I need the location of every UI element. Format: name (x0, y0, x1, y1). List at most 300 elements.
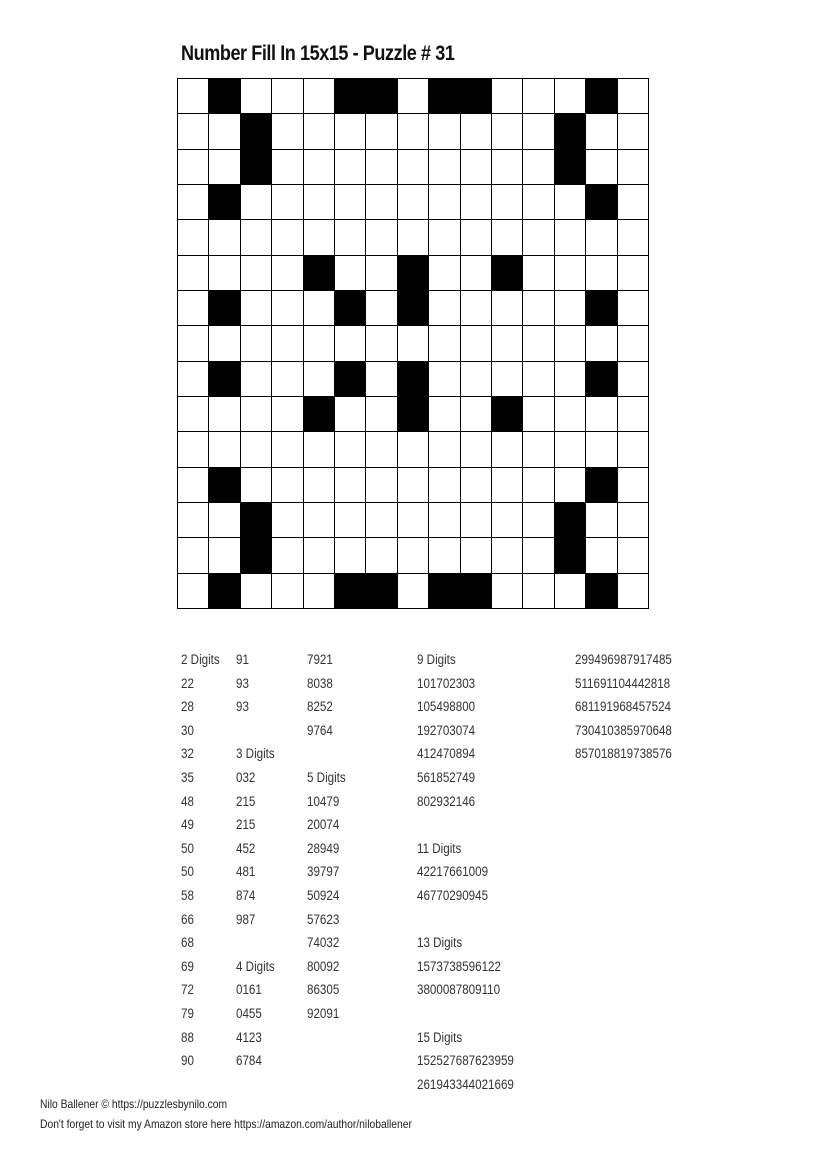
grid-cell[interactable] (586, 432, 617, 467)
grid-cell[interactable] (461, 256, 492, 291)
grid-cell[interactable] (492, 114, 523, 149)
grid-cell[interactable] (335, 150, 366, 185)
word-list-item: 8038 (307, 675, 333, 691)
grid-cell[interactable] (523, 185, 554, 220)
grid-cell-black (209, 468, 240, 503)
grid-cell-black (586, 362, 617, 397)
grid-cell[interactable] (209, 256, 240, 291)
grid-cell-black (241, 538, 272, 573)
grid-cell[interactable] (335, 397, 366, 432)
grid-cell[interactable] (618, 256, 649, 291)
grid-cell[interactable] (335, 185, 366, 220)
grid-cell[interactable] (492, 538, 523, 573)
grid-cell-black (555, 503, 586, 538)
digit-group-heading: 9 Digits (417, 652, 456, 667)
grid-cell[interactable] (304, 574, 335, 609)
grid-cell[interactable] (178, 79, 209, 114)
grid-cell[interactable] (366, 291, 397, 326)
grid-cell[interactable] (241, 574, 272, 609)
grid-cell-black (209, 362, 240, 397)
grid-cell[interactable] (461, 291, 492, 326)
grid-cell[interactable] (461, 326, 492, 361)
grid-cell[interactable] (304, 79, 335, 114)
grid-cell[interactable] (492, 220, 523, 255)
grid-cell[interactable] (241, 432, 272, 467)
word-list-column-4 (417, 648, 530, 1096)
grid-cell[interactable] (429, 503, 460, 538)
grid-cell[interactable] (178, 220, 209, 255)
grid-cell[interactable] (523, 574, 554, 609)
grid-cell[interactable] (272, 432, 303, 467)
word-list-item: 90 (181, 1053, 194, 1069)
grid-cell[interactable] (335, 503, 366, 538)
word-list-item: 1573738596122 (417, 958, 501, 974)
grid-cell[interactable] (241, 79, 272, 114)
footer-copyright: Nilo Ballener © https://puzzlesbynilo.com (40, 1097, 228, 1111)
grid-cell[interactable] (366, 150, 397, 185)
word-list-item: 215 (236, 793, 256, 809)
word-list-item: 452 (236, 840, 256, 856)
grid-cell-black (492, 256, 523, 291)
word-list-item: 28949 (307, 840, 340, 856)
grid-cell[interactable] (398, 150, 429, 185)
grid-cell[interactable] (304, 538, 335, 573)
digit-group-heading: 5 Digits (307, 769, 346, 785)
word-list-item: 20074 (307, 817, 340, 833)
word-list-item: 72 (181, 982, 194, 998)
word-list-column-3 (307, 648, 352, 1026)
word-list-item: 57623 (307, 911, 340, 927)
word-list-item: 10479 (307, 793, 340, 809)
grid-cell[interactable] (366, 432, 397, 467)
grid-cell[interactable] (398, 503, 429, 538)
grid-cell[interactable] (492, 574, 523, 609)
grid-cell[interactable] (492, 468, 523, 503)
digit-group-heading: 13 Digits (417, 935, 463, 951)
grid-cell[interactable] (366, 220, 397, 255)
grid-cell[interactable] (209, 503, 240, 538)
word-list-item: 93 (236, 675, 249, 691)
grid-cell[interactable] (366, 326, 397, 361)
grid-cell[interactable] (492, 362, 523, 397)
grid-cell[interactable] (335, 326, 366, 361)
grid-cell[interactable] (398, 432, 429, 467)
grid-cell[interactable] (555, 574, 586, 609)
word-list-item: 50 (181, 864, 194, 880)
grid-cell-black (461, 79, 492, 114)
grid-cell[interactable] (618, 468, 649, 503)
word-list-item: 802932146 (417, 793, 476, 809)
word-list-item: 28 (181, 699, 194, 715)
grid-cell-black (429, 79, 460, 114)
word-list-item: 4123 (236, 1029, 262, 1045)
grid-cell[interactable] (492, 503, 523, 538)
word-list-item: 92091 (307, 1005, 340, 1021)
grid-cell[interactable] (492, 432, 523, 467)
grid-cell[interactable] (272, 468, 303, 503)
word-list-item (236, 719, 275, 743)
grid-cell[interactable] (398, 326, 429, 361)
grid-cell[interactable] (178, 538, 209, 573)
grid-cell[interactable] (335, 114, 366, 149)
grid-cell[interactable] (272, 185, 303, 220)
grid-cell[interactable] (304, 220, 335, 255)
grid-cell-black (335, 574, 366, 609)
grid-cell[interactable] (178, 185, 209, 220)
grid-cell[interactable] (335, 538, 366, 573)
grid-cell[interactable] (398, 114, 429, 149)
grid-cell[interactable] (461, 150, 492, 185)
grid-cell[interactable] (618, 432, 649, 467)
grid-cell[interactable] (461, 432, 492, 467)
grid-cell[interactable] (272, 291, 303, 326)
grid-cell[interactable] (523, 538, 554, 573)
grid-cell[interactable] (335, 468, 366, 503)
grid-cell[interactable] (586, 256, 617, 291)
grid-cell[interactable] (366, 185, 397, 220)
grid-cell-black (304, 397, 335, 432)
grid-cell[interactable] (461, 220, 492, 255)
digit-group-heading: 11 Digits (417, 840, 462, 856)
grid-cell[interactable] (492, 326, 523, 361)
grid-cell[interactable] (429, 150, 460, 185)
grid-cell[interactable] (304, 114, 335, 149)
grid-cell-black (398, 291, 429, 326)
grid-cell[interactable] (523, 468, 554, 503)
grid-cell[interactable] (178, 503, 209, 538)
grid-cell[interactable] (429, 432, 460, 467)
word-list-item: 511691104442818 (575, 675, 671, 691)
grid-cell[interactable] (461, 362, 492, 397)
word-list-item: 7921 (307, 652, 333, 667)
grid-cell[interactable] (366, 397, 397, 432)
grid-cell[interactable] (335, 432, 366, 467)
footer-amazon-note: Don't forget to visit my Amazon store here https://amazon.com/author/niloballener (40, 1117, 412, 1131)
grid-cell[interactable] (429, 538, 460, 573)
grid-cell-black (586, 185, 617, 220)
grid-cell[interactable] (429, 256, 460, 291)
grid-cell[interactable] (241, 362, 272, 397)
word-list-item (236, 931, 275, 955)
grid-cell[interactable] (304, 326, 335, 361)
word-list-item (417, 908, 514, 932)
grid-cell[interactable] (304, 432, 335, 467)
digit-group-heading: 3 Digits (236, 746, 275, 762)
word-list-item (307, 742, 346, 766)
word-list-item: 35 (181, 769, 194, 785)
grid-cell[interactable] (178, 397, 209, 432)
word-list-item: 49 (181, 817, 194, 833)
grid-cell-black (555, 150, 586, 185)
word-list-item: 88 (181, 1029, 194, 1045)
word-list-item: 58 (181, 887, 194, 903)
grid-cell[interactable] (461, 114, 492, 149)
grid-cell[interactable] (492, 291, 523, 326)
grid-cell[interactable] (178, 468, 209, 503)
grid-cell[interactable] (272, 79, 303, 114)
grid-cell[interactable] (272, 220, 303, 255)
word-list-item: 46770290945 (417, 887, 489, 903)
digit-group-heading: 4 Digits (236, 958, 275, 974)
grid-cell[interactable] (586, 220, 617, 255)
grid-cell[interactable] (366, 503, 397, 538)
grid-cell[interactable] (209, 326, 240, 361)
grid-cell[interactable] (272, 256, 303, 291)
grid-cell[interactable] (398, 468, 429, 503)
word-list-item: 215 (236, 817, 256, 833)
word-list-item: 42217661009 (417, 864, 489, 880)
word-list-item: 032 (236, 769, 256, 785)
word-list-column-1 (181, 648, 226, 1073)
grid-cell[interactable] (555, 468, 586, 503)
grid-cell[interactable] (398, 185, 429, 220)
grid-cell[interactable] (523, 503, 554, 538)
word-list-item: 68 (181, 935, 194, 951)
grid-cell[interactable] (618, 291, 649, 326)
grid-cell[interactable] (209, 397, 240, 432)
grid-cell[interactable] (178, 150, 209, 185)
grid-cell[interactable] (366, 256, 397, 291)
grid-cell[interactable] (555, 220, 586, 255)
grid-cell[interactable] (209, 220, 240, 255)
digit-group-heading: 15 Digits (417, 1029, 463, 1045)
grid-cell[interactable] (586, 538, 617, 573)
grid-cell-black (241, 503, 272, 538)
grid-cell[interactable] (178, 432, 209, 467)
grid-cell[interactable] (241, 291, 272, 326)
grid-cell[interactable] (492, 185, 523, 220)
grid-cell[interactable] (178, 326, 209, 361)
word-list-item: 299496987917485 (575, 652, 672, 667)
grid-cell[interactable] (461, 538, 492, 573)
grid-cell[interactable] (178, 362, 209, 397)
grid-cell[interactable] (209, 114, 240, 149)
grid-cell[interactable] (398, 574, 429, 609)
word-list-item: 50 (181, 840, 194, 856)
grid-cell[interactable] (429, 468, 460, 503)
grid-cell[interactable] (429, 220, 460, 255)
grid-cell[interactable] (209, 432, 240, 467)
grid-cell[interactable] (618, 150, 649, 185)
grid-cell[interactable] (272, 397, 303, 432)
grid-cell[interactable] (366, 362, 397, 397)
word-list-item: 91 (236, 652, 249, 667)
word-list-item (417, 813, 514, 837)
grid-cell[interactable] (429, 362, 460, 397)
grid-cell[interactable] (178, 114, 209, 149)
word-list-item: 730410385970648 (575, 722, 672, 738)
grid-cell[interactable] (523, 397, 554, 432)
grid-cell[interactable] (178, 291, 209, 326)
grid-cell[interactable] (241, 185, 272, 220)
grid-cell[interactable] (241, 397, 272, 432)
grid-cell[interactable] (398, 538, 429, 573)
grid-cell[interactable] (461, 468, 492, 503)
grid-cell[interactable] (178, 574, 209, 609)
grid-cell-black (398, 256, 429, 291)
word-list-item: 39797 (307, 864, 340, 880)
grid-cell[interactable] (618, 538, 649, 573)
grid-cell-black (366, 574, 397, 609)
grid-cell[interactable] (241, 256, 272, 291)
word-list-item: 857018819738576 (575, 746, 672, 762)
grid-cell[interactable] (523, 256, 554, 291)
grid-cell[interactable] (618, 220, 649, 255)
puzzle-title: Number Fill In 15x15 - Puzzle # 31 (181, 42, 455, 65)
grid-cell[interactable] (304, 503, 335, 538)
grid-cell-black (586, 291, 617, 326)
grid-cell[interactable] (366, 538, 397, 573)
grid-cell[interactable] (272, 150, 303, 185)
grid-cell[interactable] (586, 114, 617, 149)
word-list-item: 3800087809110 (417, 982, 501, 998)
grid-cell[interactable] (272, 114, 303, 149)
word-list-item: 69 (181, 958, 194, 974)
grid-cell[interactable] (398, 79, 429, 114)
grid-cell[interactable] (272, 574, 303, 609)
grid-cell[interactable] (429, 291, 460, 326)
grid-cell[interactable] (555, 362, 586, 397)
word-list-item: 93 (236, 699, 249, 715)
grid-cell[interactable] (618, 503, 649, 538)
word-list-column-2 (236, 648, 281, 1073)
word-list-item: 50924 (307, 887, 340, 903)
grid-cell[interactable] (304, 468, 335, 503)
puzzle-grid (177, 78, 649, 609)
grid-cell-black (366, 79, 397, 114)
grid-cell[interactable] (618, 114, 649, 149)
grid-cell[interactable] (555, 185, 586, 220)
word-list-item: 0161 (236, 982, 262, 998)
grid-cell[interactable] (272, 326, 303, 361)
grid-cell[interactable] (272, 538, 303, 573)
grid-cell[interactable] (555, 256, 586, 291)
grid-cell-black (209, 291, 240, 326)
word-list-item: 192703074 (417, 722, 476, 738)
grid-cell[interactable] (586, 326, 617, 361)
grid-cell[interactable] (178, 256, 209, 291)
word-list-item: 79 (181, 1005, 194, 1021)
grid-cell[interactable] (523, 150, 554, 185)
grid-cell[interactable] (586, 397, 617, 432)
word-list-item: 261943344021669 (417, 1076, 514, 1092)
grid-cell[interactable] (304, 362, 335, 397)
word-list-item: 30 (181, 722, 194, 738)
grid-cell-black (398, 362, 429, 397)
word-list-item: 22 (181, 675, 194, 691)
word-list-item: 561852749 (417, 769, 476, 785)
grid-cell-black (492, 397, 523, 432)
grid-cell[interactable] (618, 185, 649, 220)
grid-cell-black (209, 79, 240, 114)
grid-cell-black (335, 291, 366, 326)
grid-cell[interactable] (241, 326, 272, 361)
grid-cell-black (586, 574, 617, 609)
grid-cell[interactable] (618, 574, 649, 609)
grid-cell[interactable] (555, 79, 586, 114)
grid-cell[interactable] (586, 503, 617, 538)
grid-cell[interactable] (272, 362, 303, 397)
grid-cell[interactable] (492, 79, 523, 114)
grid-cell-black (335, 362, 366, 397)
grid-cell[interactable] (209, 150, 240, 185)
grid-cell[interactable] (272, 503, 303, 538)
grid-cell-black (555, 114, 586, 149)
word-list-item: 74032 (307, 935, 340, 951)
grid-cell-black (241, 150, 272, 185)
grid-cell[interactable] (304, 150, 335, 185)
grid-cell[interactable] (366, 114, 397, 149)
word-list-column-5 (575, 648, 688, 766)
grid-cell[interactable] (523, 220, 554, 255)
word-list-item: 0455 (236, 1005, 262, 1021)
grid-cell[interactable] (586, 150, 617, 185)
grid-cell[interactable] (461, 503, 492, 538)
grid-cell[interactable] (523, 291, 554, 326)
grid-cell[interactable] (618, 397, 649, 432)
word-list-item: 6784 (236, 1053, 262, 1069)
grid-cell[interactable] (555, 326, 586, 361)
word-list-item: 987 (236, 911, 256, 927)
grid-cell[interactable] (241, 220, 272, 255)
word-list-item: 80092 (307, 958, 340, 974)
grid-cell[interactable] (555, 397, 586, 432)
grid-cell[interactable] (366, 468, 397, 503)
grid-cell[interactable] (429, 326, 460, 361)
grid-cell[interactable] (429, 185, 460, 220)
word-list-item: 481 (236, 864, 256, 880)
grid-cell[interactable] (429, 114, 460, 149)
grid-cell[interactable] (335, 220, 366, 255)
grid-cell[interactable] (618, 79, 649, 114)
word-list-item: 681191968457524 (575, 699, 671, 715)
grid-cell[interactable] (429, 397, 460, 432)
grid-cell-black (209, 185, 240, 220)
word-list-item: 9764 (307, 722, 333, 738)
grid-cell-black (335, 79, 366, 114)
grid-cell[interactable] (523, 114, 554, 149)
grid-cell[interactable] (304, 291, 335, 326)
word-list-item (417, 1002, 514, 1026)
grid-cell[interactable] (304, 185, 335, 220)
grid-cell[interactable] (618, 326, 649, 361)
grid-cell[interactable] (618, 362, 649, 397)
grid-cell-black (429, 574, 460, 609)
word-list-item: 105498800 (417, 699, 476, 715)
word-list-item: 152527687623959 (417, 1053, 514, 1069)
digit-group-heading: 2 Digits (181, 652, 220, 667)
grid-cell[interactable] (241, 468, 272, 503)
word-list-item: 8252 (307, 699, 333, 715)
grid-cell[interactable] (335, 256, 366, 291)
word-list-item: 66 (181, 911, 194, 927)
grid-cell[interactable] (523, 79, 554, 114)
grid-cell-black (586, 468, 617, 503)
grid-cell[interactable] (523, 432, 554, 467)
grid-cell[interactable] (461, 185, 492, 220)
word-list-item: 412470894 (417, 746, 476, 762)
grid-cell[interactable] (555, 291, 586, 326)
grid-cell[interactable] (398, 220, 429, 255)
grid-cell[interactable] (523, 326, 554, 361)
grid-cell[interactable] (209, 538, 240, 573)
grid-cell[interactable] (555, 432, 586, 467)
grid-cell[interactable] (492, 150, 523, 185)
grid-cell[interactable] (461, 397, 492, 432)
grid-cell[interactable] (523, 362, 554, 397)
grid-cell-black (586, 79, 617, 114)
word-list-item: 874 (236, 887, 256, 903)
